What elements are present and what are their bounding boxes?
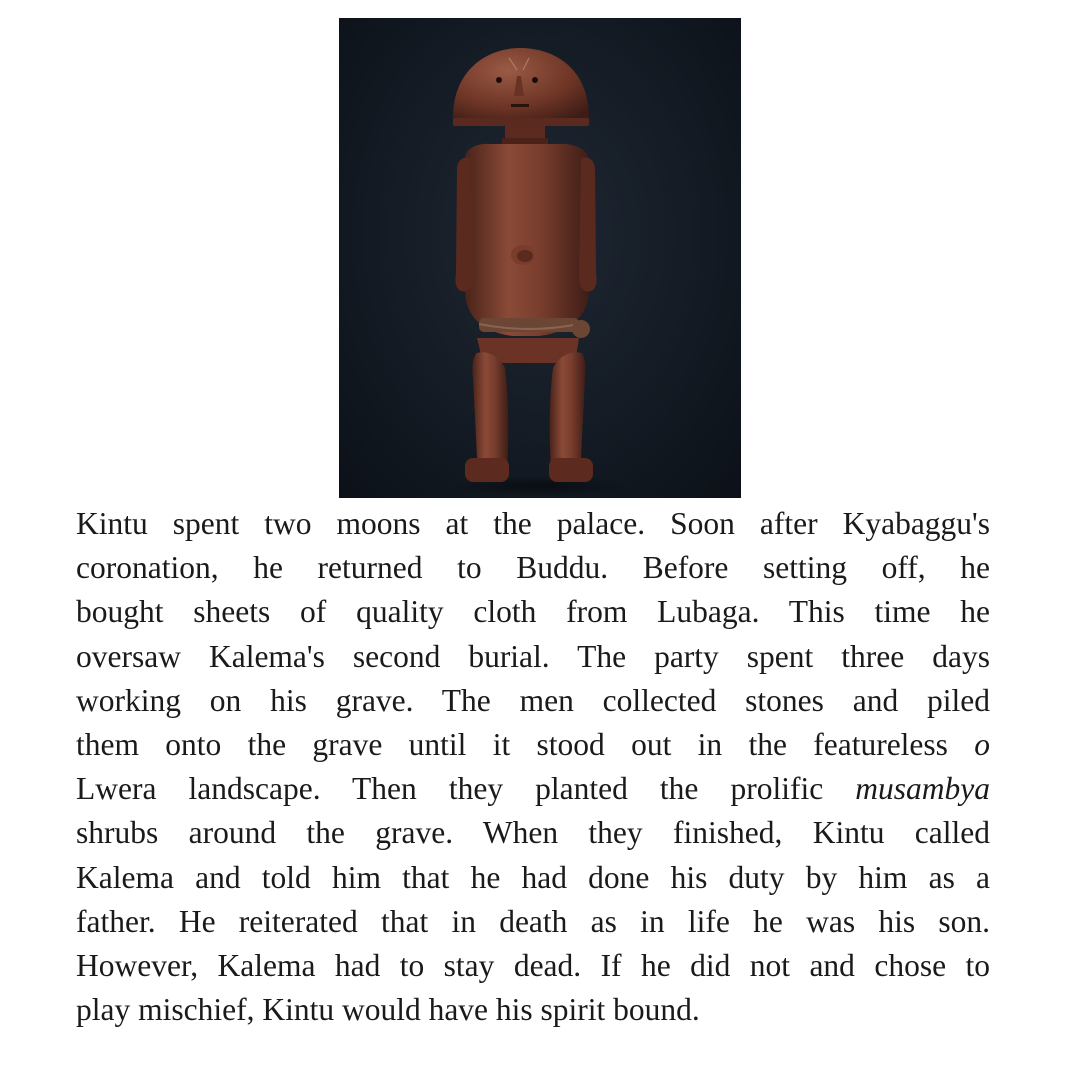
text-line: Lwera landscape. Then they planted the prolific musambya [76,771,990,807]
italic-term: musambya [855,771,990,807]
figure-photo [339,18,741,498]
text-line: oversaw Kalema's second burial. The party spent three days [76,638,990,674]
text-line: Kintu spent two moons at the palace. Soon after Kyabaggu's [76,506,990,541]
text-line: play mischief, Kintu would have his spirit bound. [76,992,700,1028]
carved-figure-icon [339,18,741,498]
text-line: them onto the grave until it stood out in the featureless o [76,726,990,762]
text-line: shrubs around the grave. When they finished, Kintu called [76,815,990,851]
italic-letter: o [974,726,990,762]
text-line: father. He reiterated that in death as in life he was his son. [76,903,990,939]
text-line: coronation, he returned to Buddu. Before setting off, he [76,550,990,586]
text-line: bought sheets of quality cloth from Lubaga. This time he [76,594,990,630]
text-line: However, Kalema had to stay dead. If he did not and chose to [76,947,990,983]
text-line: Kalema and told him that he had done his duty by him as a [76,859,990,895]
body-text [76,502,990,1032]
text-line: working on his grave. The men collected stones and piled [76,682,990,718]
